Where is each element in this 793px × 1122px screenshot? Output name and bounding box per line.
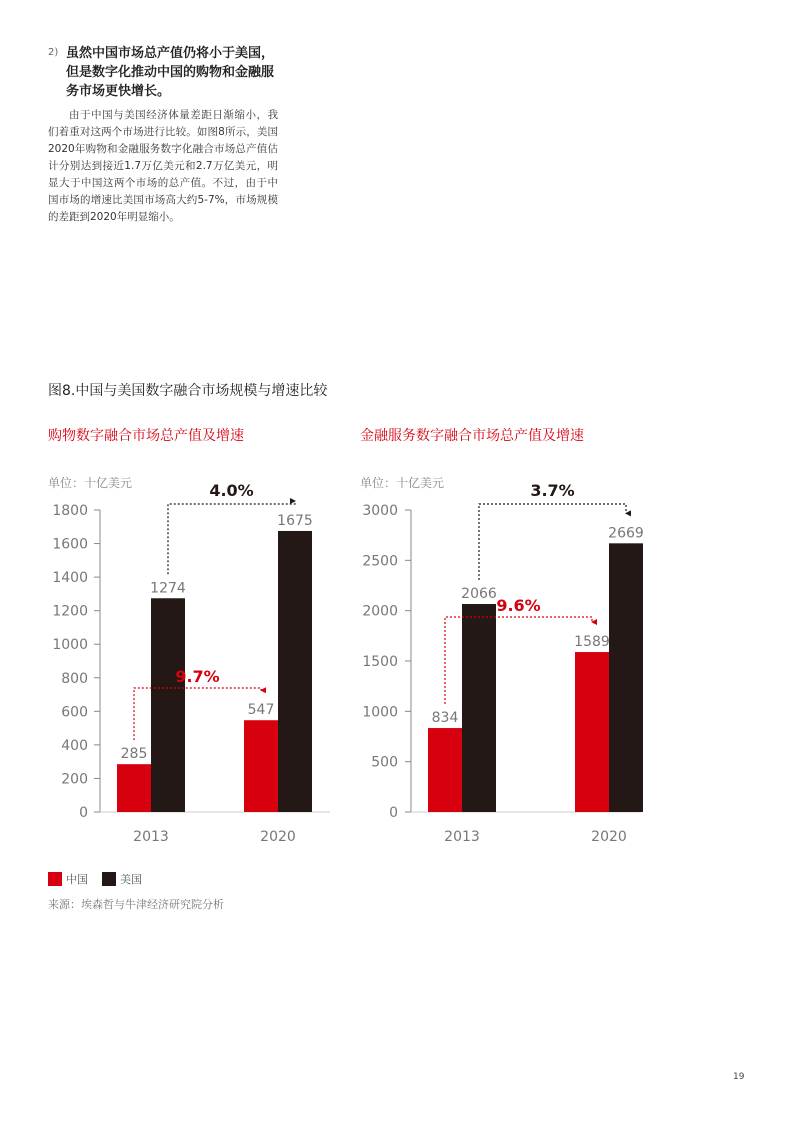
shopping-china-growth-label: 9.7% — [175, 667, 220, 686]
shopping-y-tick-label: 1800 — [52, 503, 88, 519]
chart-title-finance: 金融服务数字融合市场总产值及增速 — [360, 428, 584, 444]
finance-y-tick-label: 1000 — [362, 704, 398, 721]
finance-y-tick-label: 2500 — [362, 553, 398, 570]
charts-area — [0, 460, 793, 860]
shopping-y-tick-label: 0 — [79, 805, 88, 821]
shopping-bar-usa-2020 — [278, 531, 312, 812]
shopping-y-tick-label: 1600 — [52, 536, 88, 553]
shopping-y-tick-label: 1000 — [52, 637, 88, 654]
finance-bar-china-2013 — [428, 728, 462, 812]
finance-unit-label: 单位：十亿美元 — [360, 476, 445, 490]
finance-usa-growth-label: 3.7% — [530, 481, 575, 500]
legend-item-china — [48, 871, 88, 887]
page-number: 19 — [733, 1072, 745, 1082]
finance-category-label: 2020 — [591, 829, 627, 845]
shopping-y-tick-label: 600 — [61, 704, 88, 721]
finance-label-usa-2013: 2066 — [461, 586, 497, 603]
finance-label-china-2020: 1589 — [574, 634, 610, 651]
shopping-y-tick-label: 1200 — [52, 603, 88, 620]
source-note: 来源：埃森哲与牛津经济研究院分析 — [48, 898, 224, 911]
finance-y-tick-label: 0 — [389, 805, 398, 821]
finance-china-growth-label: 9.6% — [496, 596, 541, 615]
chart-title-shopping: 购物数字融合市场总产值及增速 — [48, 428, 244, 444]
finance-category-label: 2013 — [444, 829, 480, 845]
shopping-bar-china-2020 — [244, 720, 278, 812]
shopping-y-tick-label: 200 — [61, 771, 88, 788]
shopping-label-usa-2013: 1274 — [150, 580, 186, 597]
figure-title: 图8.中国与美国数字融合市场规模与增速比较 — [48, 383, 328, 399]
shopping-y-tick-label: 1400 — [52, 570, 88, 587]
finance-y-tick-label: 2000 — [362, 603, 398, 620]
finance-bar-china-2020 — [575, 652, 609, 812]
finance-y-tick-label: 500 — [371, 754, 398, 771]
heading-text: 虽然中国市场总产值仍将小于美国，但是数字化推动中国的购物和金融服务市场更快增长。 — [66, 46, 275, 99]
shopping-y-tick-label: 800 — [61, 670, 88, 687]
legend-swatch-usa — [102, 872, 116, 886]
shopping-unit-label: 单位：十亿美元 — [48, 476, 133, 490]
finance-usa-growth-connector — [479, 504, 626, 580]
shopping-category-label: 2020 — [260, 829, 296, 845]
shopping-bar-usa-2013 — [151, 598, 185, 812]
legend — [48, 871, 156, 887]
shopping-y-tick-label: 400 — [61, 737, 88, 754]
shopping-usa-growth-label: 4.0% — [209, 481, 254, 500]
shopping-label-china-2013: 285 — [120, 746, 148, 763]
legend-label-usa: 美国 — [120, 873, 142, 886]
finance-label-china-2013: 834 — [431, 710, 459, 727]
legend-swatch-china — [48, 872, 62, 886]
shopping-label-china-2020: 547 — [247, 702, 275, 719]
finance-y-tick-label: 3000 — [362, 503, 398, 519]
chart-shopping — [48, 475, 330, 845]
intro-heading — [48, 44, 278, 101]
finance-bar-usa-2020 — [609, 543, 643, 812]
shopping-category-label: 2013 — [133, 829, 169, 845]
chart-finance — [360, 475, 644, 845]
heading-number: 2) — [48, 47, 59, 58]
intro-section — [48, 44, 278, 237]
shopping-label-usa-2020: 1675 — [277, 512, 313, 529]
intro-paragraph: 由于中国与美国经济体量差距日渐缩小，我们着重对这两个市场进行比较。如图8所示，美国2020年购物和金融服务数字化融合市场总产值估计分别达到接近1.7万亿美元和2.7万亿美元，明显大于中国这两个市场的总产值。不过，由于中国市场的增速比美国市场高大约5-7%，市场规模的差距到2020年明显缩小。 — [48, 109, 278, 223]
finance-bar-usa-2013 — [462, 604, 496, 812]
legend-label-china: 中国 — [66, 873, 88, 886]
shopping-usa-growth-connector — [168, 501, 295, 574]
shopping-bar-china-2013 — [117, 764, 151, 812]
legend-item-usa — [102, 871, 142, 887]
finance-label-usa-2020: 2669 — [608, 525, 644, 542]
finance-y-tick-label: 1500 — [362, 654, 398, 670]
